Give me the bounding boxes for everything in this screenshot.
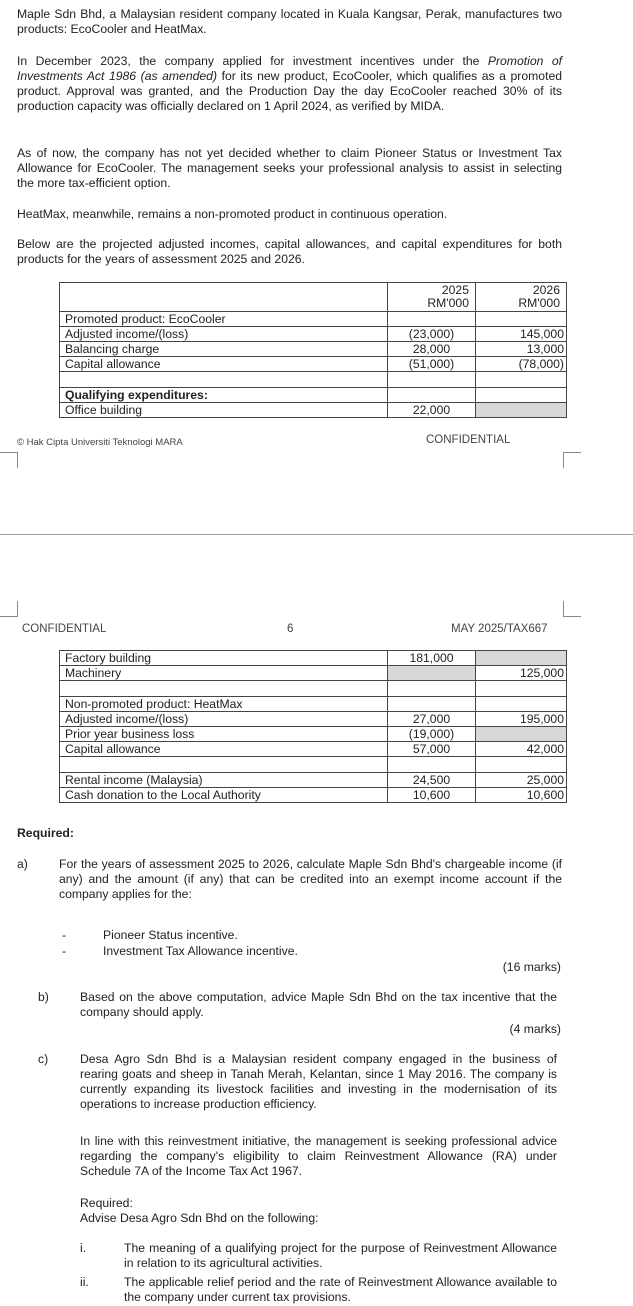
required-heading: Required: xyxy=(17,826,74,840)
intro-paragraph-5: Below are the projected adjusted incomes, capital allowances, and capital expenditures for both products for the years of assessment 2025 and 2026. xyxy=(17,237,562,266)
table-row: Machinery 125,000 xyxy=(60,666,567,681)
table-row: Balancing charge 28,000 13,000 xyxy=(60,342,567,357)
income-table-part-2 xyxy=(59,650,567,803)
page-1 xyxy=(0,0,633,455)
question-c-item-2-text: The applicable relief period and the rate of Reinvestment Allowance available to the company under current tax provisions. xyxy=(124,1275,557,1304)
question-c-instruction: Advise Desa Agro Sdn Bhd on the following: xyxy=(80,1211,319,1225)
crop-mark xyxy=(563,452,581,468)
intro-paragraph-4: HeatMax, meanwhile, remains a non-promoted product in continuous operation. xyxy=(17,207,448,221)
table-row: Prior year business loss (19,000) xyxy=(60,727,567,742)
question-a-item-2: Investment Tax Allowance incentive. xyxy=(103,944,298,958)
table-row xyxy=(60,312,567,327)
question-c-label: c) xyxy=(38,1052,49,1066)
table-header-row xyxy=(60,283,567,312)
column-header-2025: 2025 RM'000 xyxy=(388,283,476,312)
question-a-marks: (16 marks) xyxy=(502,960,561,974)
table-row: Office building 22,000 xyxy=(60,403,567,418)
page-header-confidential: CONFIDENTIAL xyxy=(22,623,107,635)
table-row: Capital allowance 57,000 42,000 xyxy=(60,742,567,757)
confidential-footer: CONFIDENTIAL xyxy=(426,434,511,446)
intro-paragraph-3: As of now, the company has not yet decided whether to claim Pioneer Status or Investment Tax Allowance for EcoCooler. The management seeks your professional analysis to assist in selecting the more tax-efficient option. xyxy=(17,146,562,190)
bullet-dash: - xyxy=(62,928,67,942)
page-divider xyxy=(0,534,633,535)
question-b-text: Based on the above computation, advice Maple Sdn Bhd on the tax incentive that the company should apply. xyxy=(80,990,557,1019)
question-b-label: b) xyxy=(38,990,49,1004)
income-table-part-1 xyxy=(59,282,567,418)
question-c-paragraph-1: Desa Agro Sdn Bhd is a Malaysian resident company engaged in the business of rearing goats and sheep in Tanah Merah, Kelantan, since 1 May 2016. The company is currently expanding its livestock facilities and investing in the modernisation of its operations to increase production efficiency. xyxy=(80,1052,557,1111)
question-c-required: Required: xyxy=(80,1196,133,1210)
table-row: Factory building 181,000 xyxy=(60,651,567,666)
question-c-item-1-text: The meaning of a qualifying project for the purpose of Reinvestment Allowance in relation to its agricultural activities. xyxy=(124,1241,557,1270)
bullet-dash: - xyxy=(62,944,67,958)
column-header-2026: 2026 RM'000 xyxy=(476,283,567,312)
intro-paragraph-1: Maple Sdn Bhd, a Malaysian resident company located in Kuala Kangsar, Perak, manufactures two products: EcoCooler and HeatMax. xyxy=(17,7,562,36)
intro-p2-text-b: for its new product, EcoCooler, which qualifies as a promoted product. Approval was granted, and the Production Day the day EcoCooler reached 30% of its production capacity was officially declared on 1 April 2024, as verified by MIDA. xyxy=(17,69,563,113)
table-row: Capital allowance (51,000) (78,000) xyxy=(60,357,567,372)
section-heading-nonpromoted: Non-promoted product: HeatMax xyxy=(60,697,388,712)
question-a-label: a) xyxy=(17,857,28,871)
copyright-notice: © Hak Cipta Universiti Teknologi MARA xyxy=(17,437,183,448)
table-row: Adjusted income/(loss) 27,000 195,000 xyxy=(60,712,567,727)
table-row: Cash donation to the Local Authority 10,600 10,600 xyxy=(60,788,567,803)
table-row xyxy=(60,697,567,712)
question-b-marks: (4 marks) xyxy=(509,1022,561,1036)
table-row: Adjusted income/(loss) (23,000) 145,000 xyxy=(60,327,567,342)
question-a-text: For the years of assessment 2025 to 2026, calculate Maple Sdn Bhd's chargeable income (if any) and the amount (if any) that can be credited into an exempt income account if the company applies for the: xyxy=(59,857,562,901)
crop-mark xyxy=(0,452,18,468)
question-c-item-1-number: i. xyxy=(80,1241,87,1255)
crop-mark xyxy=(563,601,581,617)
section-heading-promoted: Promoted product: EcoCooler xyxy=(60,312,388,327)
crop-mark xyxy=(0,601,18,617)
intro-p2-text-a: In December 2023, the company applied for investment incentives under the xyxy=(17,54,488,68)
page-number: 6 xyxy=(287,623,294,635)
question-a-item-1: Pioneer Status incentive. xyxy=(103,928,238,942)
paper-code: MAY 2025/TAX667 xyxy=(451,623,548,635)
table-row: Rental income (Malaysia) 24,500 25,000 xyxy=(60,773,567,788)
question-c-item-2-number: ii. xyxy=(80,1275,89,1289)
section-heading-qualifying: Qualifying expenditures: xyxy=(60,388,388,403)
table-row xyxy=(60,388,567,403)
intro-p2-act-name: Promotion of Investments Act 1986 (as amended) xyxy=(17,54,562,83)
question-c-paragraph-2: In line with this reinvestment initiative, the management is seeking professional advice regarding the company's eligibility to claim Reinvestment Allowance (RA) under Schedule 7A of the Income Tax Act 1967. xyxy=(80,1134,557,1178)
intro-paragraph-2 xyxy=(17,54,562,114)
